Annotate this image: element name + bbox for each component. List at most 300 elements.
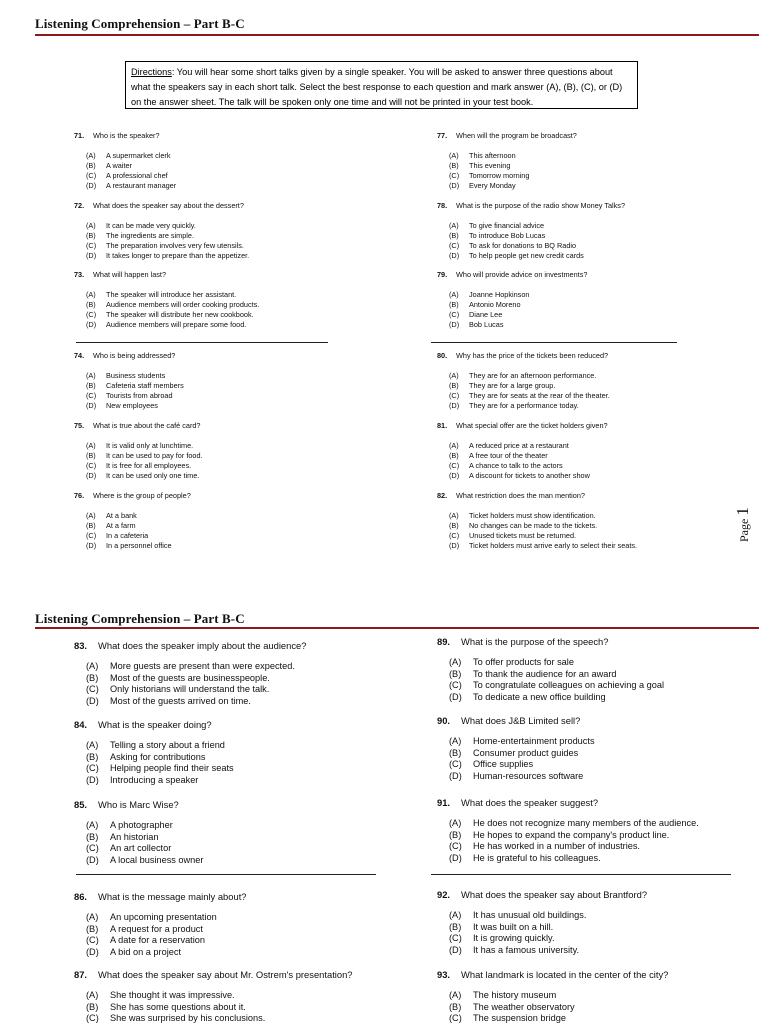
answer-options <box>86 221 249 261</box>
option-text: Introducing a speaker <box>110 774 199 785</box>
answer-option <box>449 818 699 830</box>
answer-option <box>449 841 699 853</box>
option-letter: (D) <box>449 770 462 781</box>
answer-option <box>86 843 203 855</box>
answer-option <box>449 759 595 771</box>
answer-options <box>449 657 664 703</box>
option-text: They are for a performance today. <box>469 401 579 410</box>
question-number: 87. <box>74 969 88 980</box>
option-letter: (B) <box>86 300 96 309</box>
answer-option <box>449 161 577 171</box>
option-letter: (B) <box>86 451 96 460</box>
answer-option <box>449 680 664 692</box>
option-letter: (D) <box>449 852 462 863</box>
question-text: What does the speaker imply about the audience? <box>98 640 307 651</box>
section-divider <box>431 342 677 343</box>
answer-option <box>449 401 610 411</box>
answer-option <box>86 541 191 551</box>
option-letter: (A) <box>86 990 99 1000</box>
option-letter: (A) <box>86 371 96 380</box>
option-letter: (A) <box>449 441 459 450</box>
option-text: The speaker will distribute her new cookbook. <box>106 310 254 319</box>
option-letter: (A) <box>449 818 462 828</box>
answer-options <box>86 990 353 1025</box>
option-text: It can be used to pay for food. <box>106 451 203 460</box>
option-letter: (A) <box>449 736 462 746</box>
answer-options <box>86 441 203 481</box>
option-letter: (A) <box>449 657 462 667</box>
question-text: What will happen last? <box>93 270 167 279</box>
worksheet-page-2 <box>0 600 768 1024</box>
option-text: To dedicate a new office building <box>473 691 606 702</box>
option-text: To give financial advice <box>469 221 545 230</box>
option-letter: (C) <box>86 843 99 853</box>
option-text: Every Monday <box>469 181 516 190</box>
option-letter: (A) <box>449 990 462 1000</box>
option-letter: (B) <box>86 923 99 934</box>
option-text: It is growing quickly. <box>473 933 555 943</box>
answer-option <box>86 912 247 924</box>
option-letter: (A) <box>86 441 96 450</box>
question-title <box>437 715 595 726</box>
question-text: What does J&B Limited sell? <box>461 715 581 726</box>
option-text: A restaurant manager <box>106 181 177 190</box>
question-title <box>437 797 699 808</box>
answer-option <box>86 401 184 411</box>
question-title <box>437 270 587 279</box>
option-letter: (D) <box>449 181 460 190</box>
question-item <box>74 131 176 191</box>
option-letter: (C) <box>86 1013 99 1023</box>
answer-options <box>449 441 608 481</box>
option-text: It can be made very quickly. <box>106 221 196 230</box>
question-number: 90. <box>437 715 451 726</box>
question-title <box>74 131 176 140</box>
answer-option <box>86 661 306 673</box>
option-letter: (C) <box>449 241 460 250</box>
answer-option <box>449 521 637 531</box>
answer-option <box>86 820 203 832</box>
option-text: Bob Lucas <box>469 320 504 329</box>
option-letter: (B) <box>86 672 99 683</box>
option-letter: (B) <box>86 521 96 530</box>
option-letter: (A) <box>449 511 459 520</box>
answer-option <box>449 511 637 521</box>
answer-option <box>86 451 203 461</box>
answer-options <box>86 511 191 551</box>
answer-option <box>449 922 647 934</box>
question-title <box>74 891 247 902</box>
question-item <box>437 421 608 481</box>
option-letter: (C) <box>86 531 97 540</box>
question-number: 79. <box>437 270 448 279</box>
option-text: Audience members will prepare some food. <box>106 320 247 329</box>
option-letter: (D) <box>449 401 460 410</box>
option-text: The weather observatory <box>473 1001 575 1012</box>
question-item <box>437 491 637 551</box>
answer-options <box>449 910 647 956</box>
option-letter: (D) <box>449 691 462 702</box>
answer-option <box>86 1002 353 1014</box>
option-text: Only historians will understand the talk. <box>110 684 270 694</box>
option-letter: (D) <box>449 471 460 480</box>
answer-option <box>449 310 587 320</box>
question-text: Who is being addressed? <box>93 351 176 360</box>
option-text: A waiter <box>106 161 132 170</box>
question-number: 91. <box>437 797 451 808</box>
answer-options <box>449 736 595 782</box>
answer-options <box>86 661 306 707</box>
option-letter: (C) <box>86 241 97 250</box>
question-title <box>74 351 184 360</box>
option-letter: (B) <box>449 1001 462 1012</box>
question-text: Why has the price of the tickets been reduced? <box>456 351 609 360</box>
question-title <box>74 799 203 810</box>
answer-options <box>449 371 610 411</box>
answer-option <box>449 692 664 704</box>
option-text: A date for a reservation <box>110 935 205 945</box>
answer-option <box>449 830 699 842</box>
page-number: 1 <box>733 507 752 516</box>
page-number-label: Page 1 <box>733 507 752 542</box>
option-text: Business students <box>106 371 166 380</box>
question-number: 72. <box>74 201 85 210</box>
answer-option <box>86 990 353 1002</box>
answer-option <box>86 1013 353 1025</box>
section-divider <box>76 874 376 875</box>
answer-option <box>86 855 203 867</box>
option-letter: (C) <box>449 391 460 400</box>
option-letter: (D) <box>86 251 97 260</box>
question-title <box>437 969 668 980</box>
option-text: An historian <box>110 831 159 842</box>
option-letter: (B) <box>449 747 462 758</box>
question-item <box>74 719 234 786</box>
option-letter: (C) <box>449 171 460 180</box>
option-letter: (A) <box>86 221 96 230</box>
answer-option <box>86 696 306 708</box>
option-letter: (A) <box>86 511 96 520</box>
answer-option <box>86 740 234 752</box>
option-text: In a personnel office <box>106 541 172 550</box>
question-text: What special offer are the ticket holders given? <box>456 421 608 430</box>
option-letter: (A) <box>449 910 462 920</box>
option-text: He hopes to expand the company's product line. <box>473 829 670 840</box>
option-text: She thought it was impressive. <box>110 990 235 1000</box>
question-item <box>437 889 647 956</box>
option-letter: (D) <box>86 401 97 410</box>
answer-option <box>86 320 259 330</box>
option-letter: (A) <box>86 661 99 671</box>
option-letter: (D) <box>86 320 97 329</box>
option-letter: (C) <box>449 461 460 470</box>
question-text: What does the speaker say about Brantford? <box>461 889 648 900</box>
question-number: 74. <box>74 351 85 360</box>
question-title <box>74 719 234 730</box>
option-letter: (C) <box>86 391 97 400</box>
answer-option <box>449 231 625 241</box>
answer-option <box>449 910 647 922</box>
option-text: It has unusual old buildings. <box>473 910 587 920</box>
option-text: To introduce Bob Lucas <box>469 231 546 240</box>
answer-option <box>86 461 203 471</box>
question-item <box>437 201 625 261</box>
answer-option <box>86 775 234 787</box>
option-text: Ticket holders must show identification. <box>469 511 596 520</box>
answer-option <box>449 391 610 401</box>
option-letter: (D) <box>449 541 460 550</box>
question-number: 85. <box>74 799 88 810</box>
option-letter: (A) <box>86 290 96 299</box>
answer-options <box>449 990 668 1025</box>
option-text: They are for seats at the rear of the theater. <box>469 391 610 400</box>
answer-option <box>449 181 577 191</box>
option-letter: (B) <box>449 521 459 530</box>
answer-options <box>86 371 184 411</box>
question-item <box>74 969 353 1025</box>
option-text: In a cafeteria <box>106 531 149 540</box>
answer-option <box>449 461 608 471</box>
question-item <box>74 799 203 866</box>
answer-options <box>86 290 259 330</box>
answer-option <box>86 521 191 531</box>
option-letter: (C) <box>449 531 460 540</box>
page-header-title: Listening Comprehension – Part B-C <box>35 611 245 626</box>
directions-box <box>125 61 638 109</box>
option-text: They are for a large group. <box>469 381 556 390</box>
option-text: To help people get new credit cards <box>469 251 584 260</box>
option-letter: (B) <box>86 231 96 240</box>
answer-option <box>86 924 247 936</box>
option-letter: (C) <box>86 935 99 945</box>
option-letter: (B) <box>449 829 462 840</box>
answer-option <box>449 451 608 461</box>
option-text: This afternoon <box>469 151 516 160</box>
option-text: A professional chef <box>106 171 168 180</box>
answer-option <box>86 381 184 391</box>
option-text: The speaker will introduce her assistant. <box>106 290 237 299</box>
option-text: She has some questions about it. <box>110 1001 246 1012</box>
question-number: 82. <box>437 491 448 500</box>
answer-option <box>449 771 595 783</box>
answer-options <box>449 818 699 864</box>
option-letter: (C) <box>86 171 97 180</box>
option-text: The suspension bridge <box>473 1013 566 1023</box>
answer-option <box>449 221 625 231</box>
option-letter: (A) <box>449 290 459 299</box>
option-letter: (C) <box>449 680 462 690</box>
option-letter: (D) <box>449 944 462 955</box>
answer-option <box>449 669 664 681</box>
option-letter: (A) <box>86 912 99 922</box>
option-letter: (D) <box>449 320 460 329</box>
option-text: A bid on a project <box>110 946 181 957</box>
option-letter: (A) <box>86 820 99 830</box>
answer-option <box>449 290 587 300</box>
option-letter: (B) <box>86 831 99 842</box>
option-text: Unused tickets must be returned. <box>469 531 577 540</box>
answer-option <box>449 736 595 748</box>
answer-option <box>86 171 176 181</box>
answer-options <box>449 290 587 330</box>
answer-option <box>86 181 176 191</box>
question-title <box>437 491 637 500</box>
option-letter: (A) <box>449 221 459 230</box>
option-letter: (B) <box>449 231 459 240</box>
answer-options <box>86 820 203 866</box>
option-text: No changes can be made to the tickets. <box>469 521 598 530</box>
option-letter: (C) <box>449 1013 462 1023</box>
option-letter: (B) <box>449 668 462 679</box>
answer-option <box>86 251 249 261</box>
option-text: A supermarket clerk <box>106 151 171 160</box>
option-text: Telling a story about a friend <box>110 740 225 750</box>
option-text: An upcoming presentation <box>110 912 217 922</box>
option-letter: (C) <box>86 461 97 470</box>
question-number: 78. <box>437 201 448 210</box>
question-item <box>74 640 306 707</box>
option-text: It has a famous university. <box>473 944 580 955</box>
option-text: Antonio Moreno <box>469 300 521 309</box>
answer-option <box>86 832 203 844</box>
answer-option <box>449 151 577 161</box>
question-text: What is the purpose of the radio show Money Talks? <box>456 201 626 210</box>
question-number: 92. <box>437 889 451 900</box>
answer-option <box>449 171 577 181</box>
option-letter: (C) <box>449 933 462 943</box>
answer-option <box>449 945 647 957</box>
question-text: What does the speaker say about the dessert? <box>93 201 244 210</box>
question-number: 73. <box>74 270 85 279</box>
option-text: The history museum <box>473 990 557 1000</box>
answer-option <box>86 935 247 947</box>
answer-option <box>86 752 234 764</box>
answer-option <box>449 471 608 481</box>
answer-option <box>449 1013 668 1025</box>
answer-option <box>86 231 249 241</box>
answer-option <box>86 471 203 481</box>
option-letter: (D) <box>86 181 97 190</box>
option-text: Cafeteria staff members <box>106 381 184 390</box>
option-letter: (D) <box>449 251 460 260</box>
question-text: What landmark is located in the center of the city? <box>461 969 669 980</box>
option-letter: (C) <box>86 763 99 773</box>
option-text: The ingredients are simple. <box>106 231 195 240</box>
option-text: At a bank <box>106 511 137 520</box>
answer-options <box>86 740 234 786</box>
option-letter: (B) <box>449 381 459 390</box>
option-letter: (C) <box>449 841 462 851</box>
option-letter: (D) <box>86 946 99 957</box>
option-letter: (C) <box>86 310 97 319</box>
option-letter: (B) <box>86 161 96 170</box>
answer-option <box>86 310 259 320</box>
option-text: He does not recognize many members of the audience. <box>473 818 699 828</box>
option-letter: (D) <box>86 854 99 865</box>
answer-options <box>449 151 577 191</box>
option-text: A free tour of the theater <box>469 451 548 460</box>
option-text: Human-resources software <box>473 770 584 781</box>
answer-options <box>449 511 637 551</box>
option-text: New employees <box>106 401 158 410</box>
option-letter: (B) <box>86 381 96 390</box>
option-text: Tourists from abroad <box>106 391 173 400</box>
option-text: To offer products for sale <box>473 657 574 667</box>
answer-option <box>86 391 184 401</box>
question-text: Who is the speaker? <box>93 131 160 140</box>
option-text: At a farm <box>106 521 136 530</box>
question-text: What is the speaker doing? <box>98 719 212 730</box>
question-number: 76. <box>74 491 85 500</box>
header-rule <box>35 627 759 629</box>
answer-option <box>86 441 203 451</box>
answer-option <box>86 151 176 161</box>
question-text: When will the program be broadcast? <box>456 131 577 140</box>
header-rule <box>35 34 759 36</box>
answer-option <box>449 541 637 551</box>
answer-option <box>449 441 608 451</box>
question-number: 71. <box>74 131 85 140</box>
page-header-title: Listening Comprehension – Part B-C <box>35 16 245 31</box>
question-item <box>437 636 664 703</box>
question-number: 83. <box>74 640 88 651</box>
question-item <box>437 969 668 1025</box>
option-letter: (B) <box>449 161 459 170</box>
question-item <box>74 270 259 330</box>
answer-option <box>449 748 595 760</box>
option-text: Consumer product guides <box>473 747 579 758</box>
question-text: What is the purpose of the speech? <box>461 636 609 647</box>
question-item <box>74 351 184 411</box>
option-text: It is valid only at lunchtime. <box>106 441 194 450</box>
option-text: Ticket holders must arrive early to select their seats. <box>469 541 638 550</box>
option-letter: (C) <box>449 310 460 319</box>
answer-option <box>86 947 247 959</box>
answer-option <box>449 933 647 945</box>
question-title <box>437 421 608 430</box>
question-title <box>74 201 249 210</box>
question-number: 86. <box>74 891 88 902</box>
option-text: It was built on a hill. <box>473 921 554 932</box>
question-number: 84. <box>74 719 88 730</box>
option-text: Most of the guests are businesspeople. <box>110 672 270 683</box>
option-letter: (B) <box>449 921 462 932</box>
option-letter: (B) <box>449 451 459 460</box>
question-title <box>74 640 306 651</box>
option-text: A chance to talk to the actors <box>469 461 563 470</box>
option-text: A request for a product <box>110 923 203 934</box>
question-item <box>437 131 577 191</box>
option-text: He is grateful to his colleagues. <box>473 852 601 863</box>
option-text: Home-entertainment products <box>473 736 595 746</box>
option-text: They are for an afternoon performance. <box>469 371 597 380</box>
question-title <box>437 131 577 140</box>
option-text: It can be used only one time. <box>106 471 200 480</box>
option-letter: (B) <box>86 751 99 762</box>
option-letter: (B) <box>86 1001 99 1012</box>
answer-option <box>449 853 699 865</box>
option-letter: (D) <box>86 695 99 706</box>
option-text: Office supplies <box>473 759 534 769</box>
question-text: Who will provide advice on investments? <box>456 270 588 279</box>
question-title <box>74 491 191 500</box>
option-text: To ask for donations to BQ Radio <box>469 241 577 250</box>
question-text: What does the speaker say about Mr. Ostrem's presentation? <box>98 969 353 980</box>
question-title <box>74 270 259 279</box>
question-item <box>437 715 595 782</box>
answer-option <box>449 251 625 261</box>
question-number: 81. <box>437 421 448 430</box>
